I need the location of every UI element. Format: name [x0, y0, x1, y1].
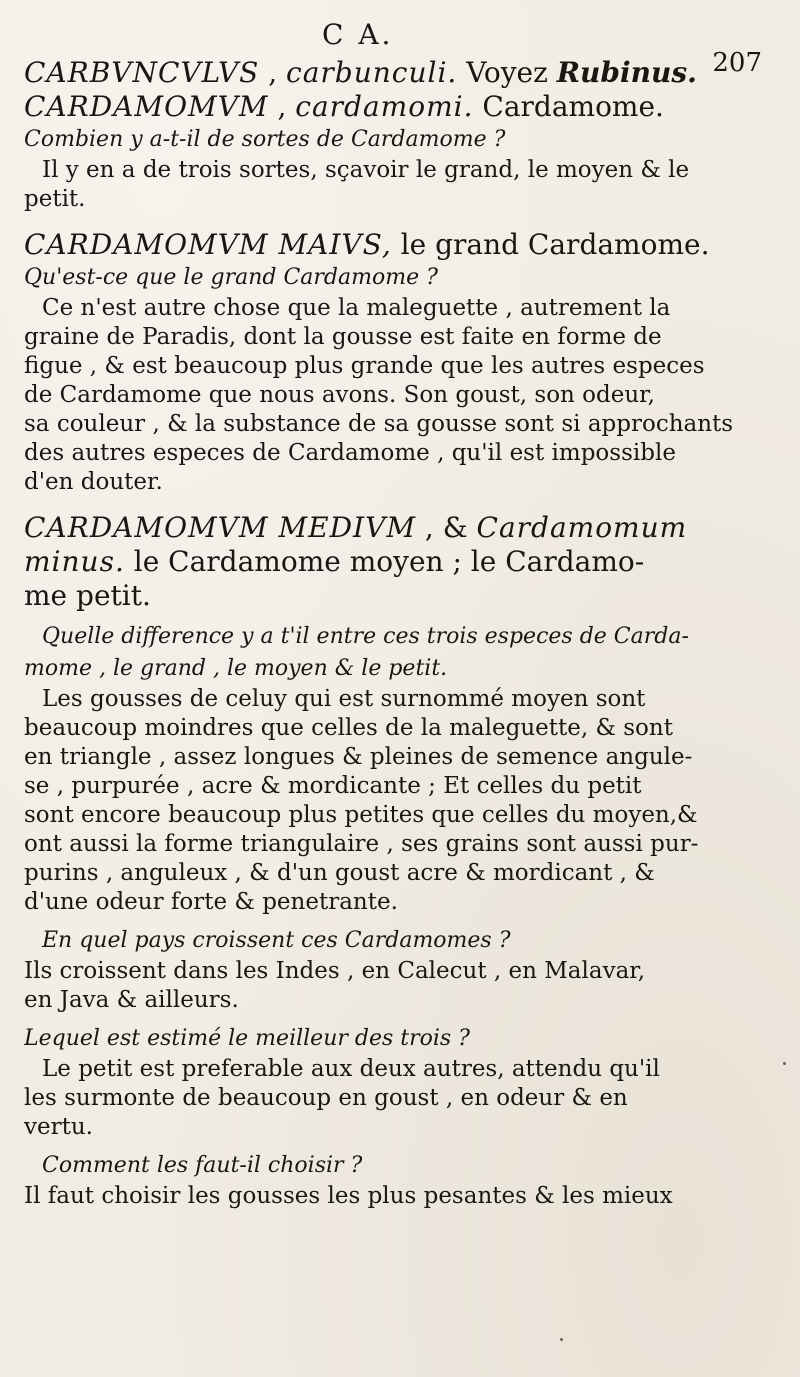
answer-line: d'en douter.	[24, 469, 163, 495]
entry-cardamomum	[24, 90, 784, 124]
answer-line: purins , anguleux , & d'un goust acre & mordicant , &	[24, 860, 655, 886]
question: mome , le grand , le moyen & le petit.	[24, 656, 448, 681]
answer-line: sa couleur , & la substance de sa gousse sont si approchants	[24, 411, 734, 437]
entry-cardamomum-medium-cont	[24, 545, 784, 579]
answer-line: Le petit est preferable aux deux autres, attendu qu'il	[42, 1056, 660, 1082]
answer-line: sont encore beaucoup plus petites que celles du moyen,&	[24, 802, 698, 828]
entry-separator: ,	[268, 90, 296, 123]
entry-headword: CARDAMOMVM MEDIVM	[24, 511, 416, 544]
paper-speck	[783, 1062, 786, 1065]
question: En quel pays croissent ces Cardamomes ?	[42, 928, 511, 953]
answer-line: Ce n'est autre chose que la maleguette , autrement la	[42, 295, 671, 321]
question: Comment les faut-il choisir ?	[42, 1153, 363, 1178]
answer-line: Il y en a de trois sortes, sçavoir le grand, le moyen & le	[42, 157, 690, 183]
paper-speck	[560, 1338, 563, 1341]
entry-text: le grand Cardamome.	[391, 228, 710, 261]
answer-line: vertu.	[24, 1114, 93, 1140]
page-body	[24, 56, 784, 1211]
answer-line: Les gousses de celuy qui est surnommé moyen sont	[42, 686, 646, 712]
entry-latin: carbunculi.	[286, 56, 458, 89]
question: Lequel est estimé le meilleur des trois ?	[24, 1026, 470, 1051]
question: Quelle difference y a t'il entre ces trois especes de Carda-	[42, 624, 689, 649]
entry-cross-reference: Rubinus.	[556, 56, 697, 89]
entry-text-line: me petit.	[24, 579, 151, 612]
question: Combien y a-t-il de sortes de Cardamome ?	[24, 127, 506, 152]
entry-text: Cardamome.	[473, 90, 664, 123]
answer-line: petit.	[24, 186, 86, 212]
answer-line: figue , & est beaucoup plus grande que les autres especes	[24, 353, 705, 379]
entry-latin: cardamomi.	[295, 90, 474, 123]
answer-line: de Cardamome que nous avons. Son goust, son odeur,	[24, 382, 655, 408]
entry-text: Voyez	[457, 56, 557, 89]
page-number: 207	[712, 48, 762, 78]
question: Qu'est-ce que le grand Cardamome ?	[24, 265, 438, 290]
entry-carbunculus	[24, 56, 784, 90]
entry-headword: CARBVNCVLVS	[24, 56, 260, 89]
answer-line: Ils croissent dans les Indes , en Calecut , en Malavar,	[24, 958, 646, 984]
entry-headword: CARDAMOMVM MAIVS,	[24, 228, 392, 261]
entry-latin: Cardamomum	[476, 511, 688, 544]
running-head: C A.	[322, 18, 394, 51]
answer-line: beaucoup moindres que celles de la maleguette, & sont	[24, 715, 673, 741]
entry-separator: ,	[259, 56, 287, 89]
entry-text: le Cardamome moyen ; le Cardamo-	[124, 545, 645, 578]
entry-cardamomum-medium	[24, 511, 784, 545]
answer-line: d'une odeur forte & penetrante.	[24, 889, 398, 915]
answer-line: se , purpurée , acre & mordicante ; Et celles du petit	[24, 773, 642, 799]
answer-line: ont aussi la forme triangulaire , ses grains sont aussi pur-	[24, 831, 699, 857]
answer-line: les surmonte de beaucoup en goust , en odeur & en	[24, 1085, 628, 1111]
entry-latin: minus.	[24, 545, 125, 578]
entry-cardamomum-maius	[24, 228, 784, 262]
entry-separator: , &	[416, 511, 477, 544]
answer-line: graine de Paradis, dont la gousse est faite en forme de	[24, 324, 662, 350]
answer-line: des autres especes de Cardamome , qu'il est impossible	[24, 440, 676, 466]
answer-line: en triangle , assez longues & pleines de semence angule-	[24, 744, 693, 770]
answer-line: en Java & ailleurs.	[24, 987, 239, 1013]
answer-line: Il faut choisir les gousses les plus pesantes & les mieux	[24, 1183, 673, 1209]
entry-headword: CARDAMOMVM	[24, 90, 269, 123]
